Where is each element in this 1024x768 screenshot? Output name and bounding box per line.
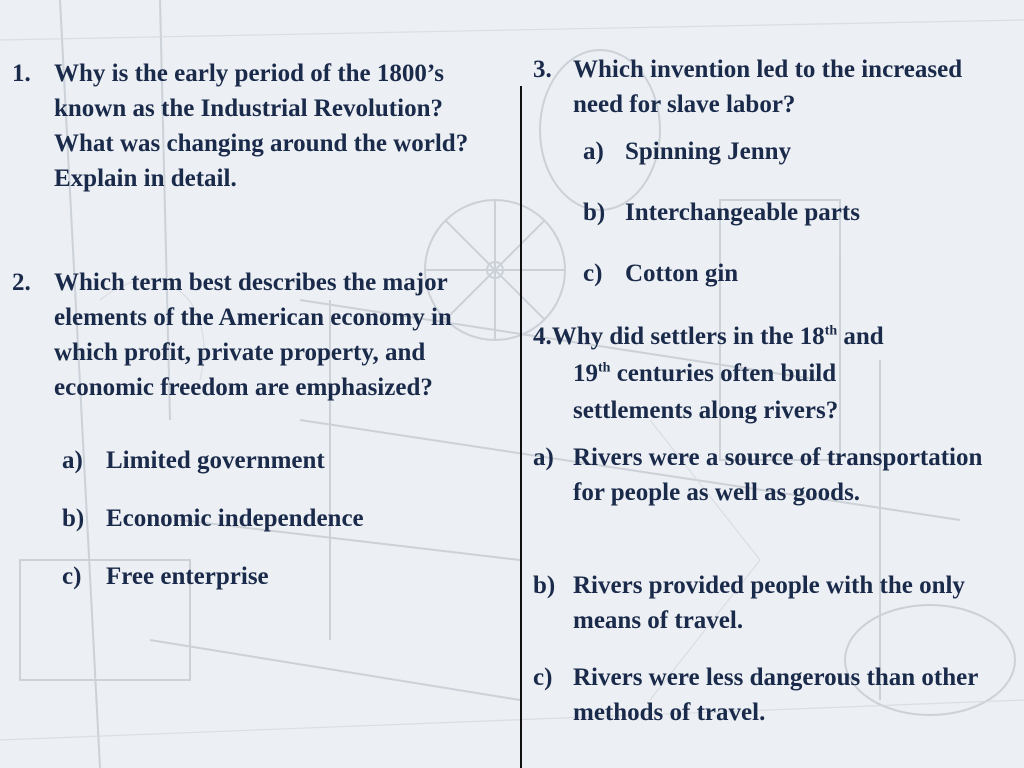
question-4-text-line3: settlements along rivers? <box>573 397 839 424</box>
option-letter: b) <box>62 505 85 532</box>
option-letter: a) <box>533 444 554 471</box>
option-letter: b) <box>583 199 606 226</box>
question-2 <box>12 265 512 445</box>
question-4-option-c <box>533 660 1013 735</box>
option-letter: a) <box>62 447 83 474</box>
column-divider <box>520 86 522 768</box>
option-text: Rivers provided people with the only means of travel. <box>573 572 965 634</box>
question-2-number: 2. <box>12 269 31 296</box>
question-4-option-a <box>533 440 1013 550</box>
question-4-text-line2: centuries often build <box>610 360 837 387</box>
question-4-text-19: 19 <box>573 360 598 387</box>
question-3-text: Which invention led to the increased need for slave labor? <box>573 56 963 118</box>
question-4 <box>533 319 1013 429</box>
option-text: Interchangeable parts <box>625 199 860 226</box>
option-text: Free enterprise <box>106 563 269 590</box>
option-text: Economic independence <box>106 505 364 532</box>
question-1-text: Why is the early period of the 1800’s known as the Industrial Revolution? What was changing around the world? Explain in detail. <box>54 60 469 192</box>
option-text: Limited government <box>106 447 325 474</box>
option-text: Spinning Jenny <box>625 138 792 165</box>
superscript-th: th <box>824 323 838 339</box>
question-4-text-and: and <box>837 323 884 350</box>
option-text: Rivers were a source of transportation for people as well as goods. <box>573 444 983 506</box>
option-letter: c) <box>62 563 82 590</box>
question-3 <box>533 52 1013 132</box>
option-letter: c) <box>533 664 553 691</box>
option-letter: a) <box>583 138 604 165</box>
superscript-th: th <box>598 360 611 376</box>
question-4-text-line1: 4.Why did settlers in the 18 <box>533 323 825 350</box>
question-1-number: 1. <box>12 60 31 87</box>
option-text: Rivers were less dangerous than other methods of travel. <box>573 664 978 726</box>
option-letter: c) <box>583 260 603 287</box>
question-2-text: Which term best describes the major elements of the American economy in which profit, private property, and economic freedom are emphasized? <box>54 269 452 401</box>
question-4-option-b <box>533 568 1013 643</box>
option-text: Cotton gin <box>625 260 739 287</box>
option-letter: b) <box>533 572 556 599</box>
question-1 <box>12 56 512 236</box>
question-3-number: 3. <box>533 56 552 83</box>
